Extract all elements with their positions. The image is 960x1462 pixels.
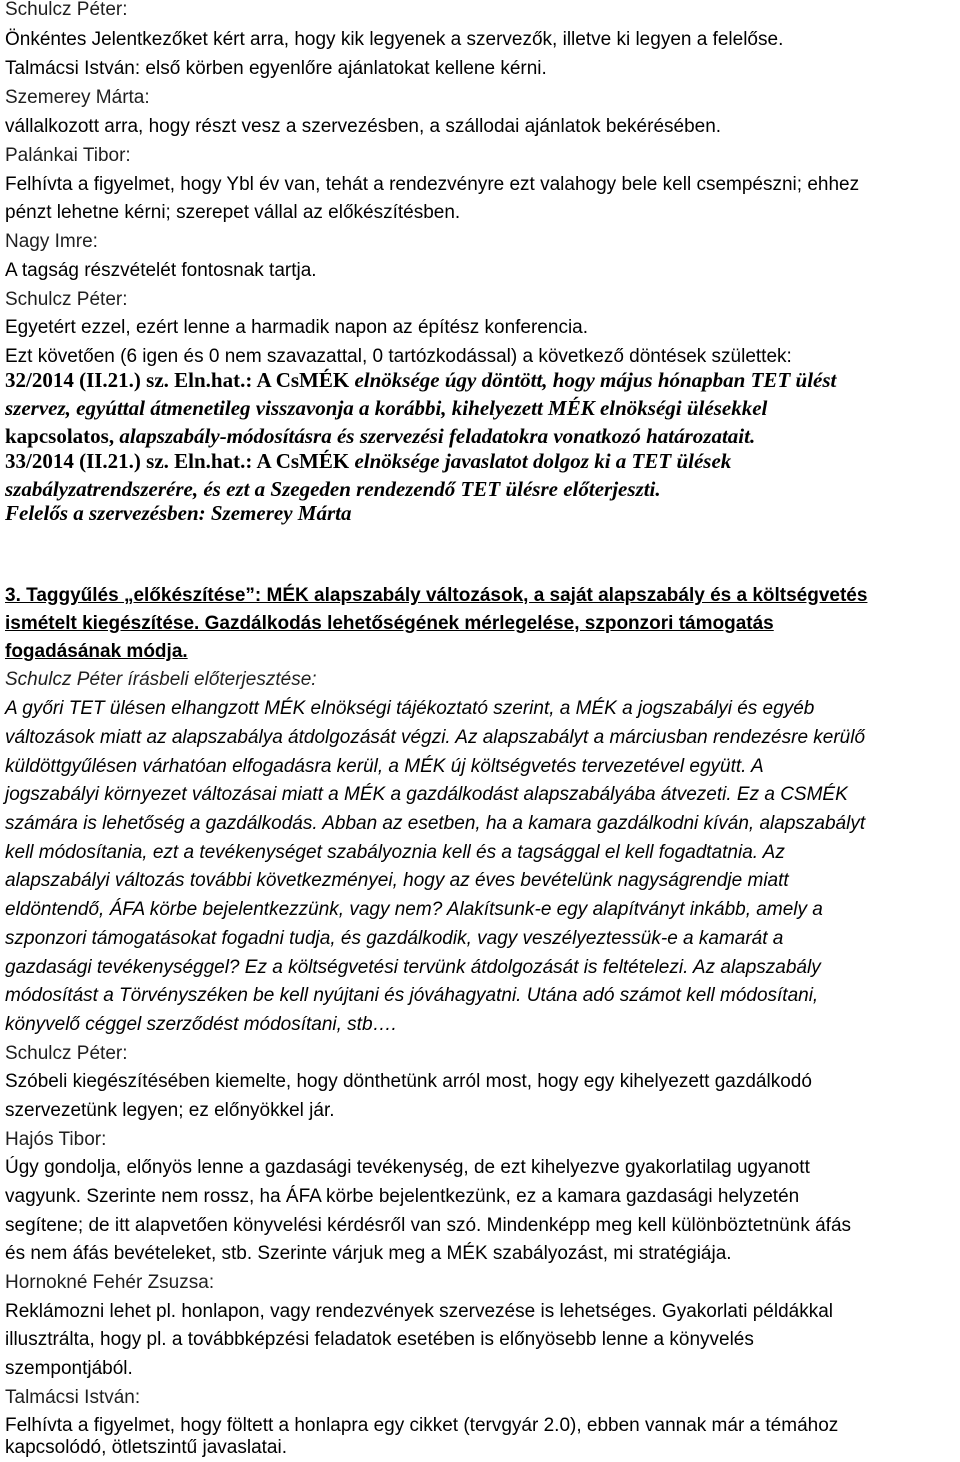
decision-33-org: A CsMÉK [252,449,355,473]
section-3-heading-1: 3. Taggyűlés „előkészítése”: MÉK alapszabály változások, a saját alapszabály és a költségvetés [5,585,868,606]
decision-32-line-2: szervez, egyúttal átmenetileg visszavonja a korábbi, kihelyezett MÉK elnökségi ülésekkel [5,396,768,420]
text-line: vállalkozott arra, hogy részt vesz a szervezésben, a szállodai ajánlatok bekérésében. [5,116,722,137]
text-line: Úgy gondolja, előnyös lenne a gazdasági tevékenység, de ezt kihelyezve gyakorlatilag ugyanott [5,1157,810,1178]
text-line: vagyunk. Szerinte nem rossz, ha ÁFA körbe bejelentkezünk, ez a kamara gazdasági helyzetén [5,1186,800,1207]
speaker-label: Schulcz Péter: [5,1043,128,1064]
text-line: Önkéntes Jelentkezőket kért arra, hogy kik legyenek a szervezők, illetve ki legyen a felelőse. [5,29,784,50]
text-line: alapszabályi változás további következményei, hogy az éves bevételünk nagyságrendje miatt [5,870,789,891]
text-line: jogszabályi környezet változásai miatt a MÉK a gazdálkodást alapszabályába átvezeti. Ez a CSMÉK [5,784,848,805]
text-line: Szóbeli kiegészítésében kiemelte, hogy dönthetünk arról most, hogy egy kihelyezett gazdálkodó [5,1071,812,1092]
speaker-label: Talmácsi István: [5,1387,141,1408]
speaker-label: Szemerey Márta: [5,87,150,108]
text-line: Egyetért ezzel, ezért lenne a harmadik napon az építész konferencia. [5,317,589,338]
text-line: könyvelő céggel szerződést módosítani, stb…. [5,1014,397,1035]
speaker-label: Schulcz Péter írásbeli előterjesztése: [5,669,317,690]
text-line: pénzt lehetne kérni; szerepet vállal az előkészítésben. [5,202,461,223]
text-line: segítene; de itt alapvetően könyvelési kérdésről van szó. Mindenképp meg kell különböztetnünk áfás [5,1215,852,1236]
text-line: számára is lehetőség a gazdálkodás. Abban az esetben, ha a kamara gazdálkodni kíván, alapszabályt [5,813,866,834]
decision-33-line-1 [5,447,731,475]
section-3-heading-3: fogadásának módja. [5,641,188,662]
text-line: eldöntendő, ÁFA körbe bejelentkezzünk, vagy nem? Alakítsunk-e egy alapítványt inkább, amely a [5,899,823,920]
text-line: módosítást a Törvényszéken be kell nyújtani és jóváhagyatni. Utána adó számot kell módosítani, [5,985,819,1006]
decision-32-ref: 32/2014 (II.21.) sz. Eln.hat.: [5,368,253,392]
text-line: gazdasági tevékenységgel? Ez a költségvetési tervünk átdolgozását is feltételezi. Az alapszabály [5,957,821,978]
decision-32-text-d: és szervezési feladatokra vonatkozó határozatait. [331,424,756,448]
text-line: Talmácsi István: első körben egyenlőre ajánlatokat kellene kérni. [5,58,547,79]
decision-33-text-a: elnöksége javaslatot dolgoz ki a TET ülések [354,449,732,473]
text-line: A tagság részvételét fontosnak tartja. [5,260,317,281]
decision-32-text-b: kapcsolatos, [5,424,120,448]
decision-33-ref: 33/2014 (II.21.) sz. Eln.hat.: [5,449,253,473]
text-line: Reklámozni lehet pl. honlapon, vagy rendezvények szervezése is lehetséges. Gyakorlati példákkal [5,1301,834,1322]
responsible-person: Felelős a szervezésben: Szemerey Márta [5,501,352,525]
section-3-heading-2: ismételt kiegészítése. Gazdálkodás lehetőségének mérlegelése, szponzori támogatás [5,613,774,634]
text-line: szponzori támogatásokat fogadni tudja, és gazdálkodik, vagy veszélyeztessük-e a kamarát a [5,928,784,949]
decision-32-line-1 [5,366,836,394]
text-line: szervezetünk legyen; ez előnyökkel jár. [5,1100,335,1121]
speaker-label: Hajós Tibor: [5,1129,107,1150]
decision-32-text-a: elnöksége úgy döntött, hogy május hónapban TET ülést [354,368,837,392]
decision-33-line-2: szabályzatrendszerére, és ezt a Szegeden rendezendő TET ülésre előterjeszti. [5,477,661,501]
decision-32-org: A CsMÉK [252,368,355,392]
text-line: kell módosítania, ezt a tevékenységet szabályoznia kell és a tagsággal el kell fogadtatnia. Az [5,842,785,863]
text-line: kapcsolódó, ötletszintű javaslatai. [5,1437,287,1458]
text-line: küldöttgyűlésen várhatóan elfogadásra kerül, a MÉK új költségvetés tervezetével együtt. A [5,756,764,777]
vote-summary: Ezt követően (6 igen és 0 nem szavazattal, 0 tartózkodással) a következő döntések születtek: [5,346,792,367]
speaker-label: Hornokné Fehér Zsuzsa: [5,1272,215,1293]
text-line: változások miatt az alapszabálya átdolgozását végzi. Az alapszabályt a márciusban rendezésre kerülő [5,727,866,748]
text-line: Felhívta a figyelmet, hogy föltett a honlapra egy cikket (tervgyár 2.0), ebben vannak már a témához [5,1415,839,1436]
text-line: Felhívta a figyelmet, hogy Ybl év van, tehát a rendezvényre ezt valahogy bele kell csempészni; ehhez [5,174,860,195]
text-line: A győri TET ülésen elhangzott MÉK elnökségi tájékoztató szerint, a MÉK a jogszabályi és egyéb [5,698,815,719]
speaker-label: Nagy Imre: [5,231,98,252]
speaker-label: Schulcz Péter: [5,289,128,310]
text-line: illusztrálta, hogy pl. a továbbképzési feladatok esetében is előnyösebb lenne a könyvelés [5,1329,754,1350]
speaker-label: Palánkai Tibor: [5,145,131,166]
speaker-label: Schulcz Péter: [5,0,128,20]
text-line: szempontjából. [5,1358,133,1379]
decision-32-line-3 [5,422,755,450]
decision-32-text-c: alapszabály-módosításra [119,424,332,448]
text-line: és nem áfás bevételeket, stb. Szerinte várjuk meg a MÉK szabályozást, mi stratégiája. [5,1243,732,1264]
